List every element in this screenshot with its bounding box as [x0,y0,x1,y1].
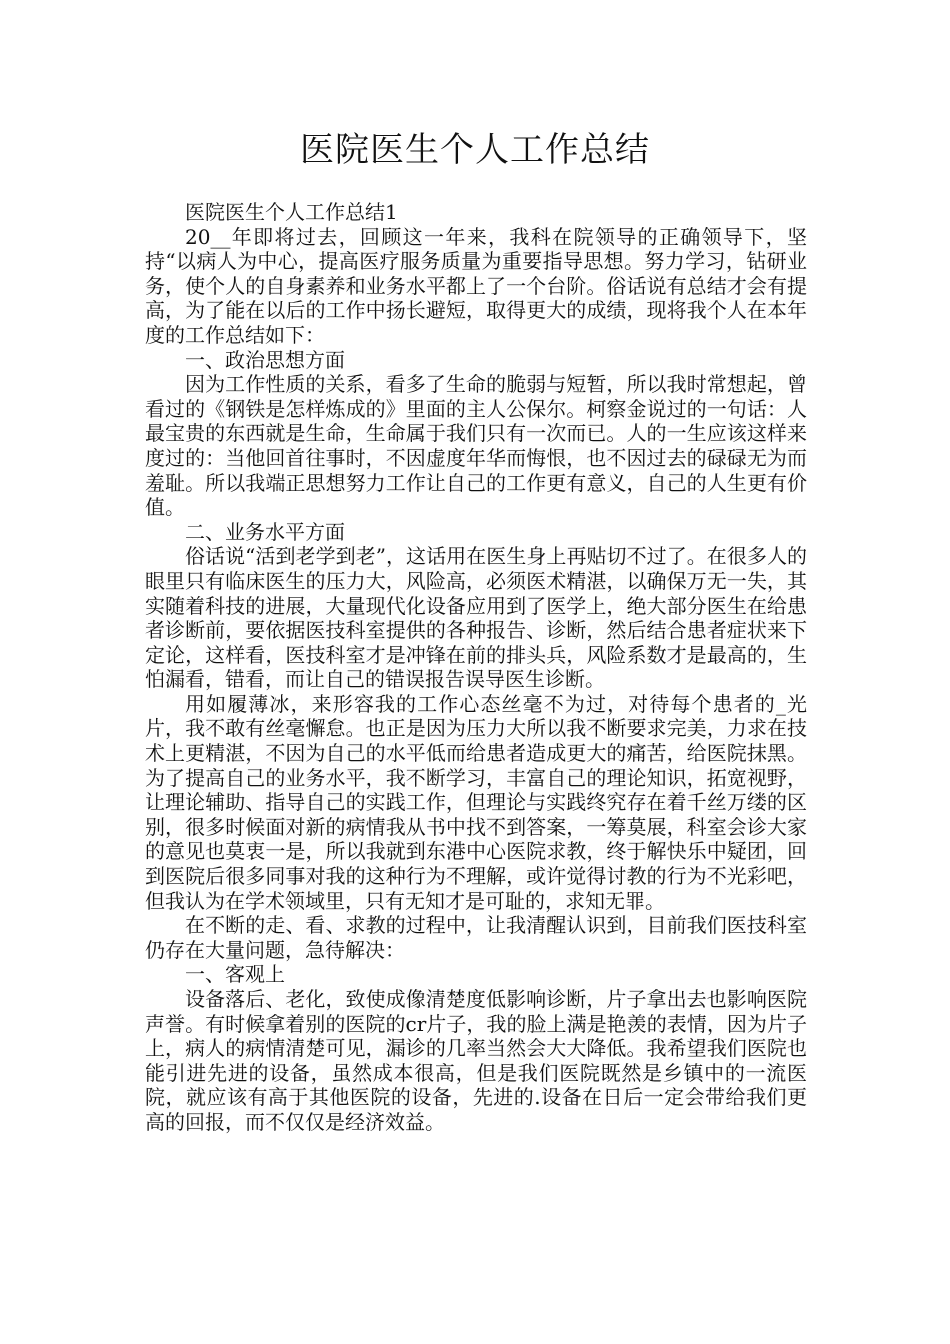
paragraph: 在不断的走、看、求教的过程中，让我清醒认识到，目前我们医技科室仍存在大量问题，急待解决： [145,913,807,962]
section-heading: 一、客观上 [185,962,285,987]
paragraph: 20__年即将过去，回顾这一年来，我科在院领导的正确领导下，坚持“以病人为中心，提高医疗服务质量为重要指导思想。努力学习，钻研业务，使个人的自身素养和业务水平都上了一个台阶。俗话说有总结才会有提高，为了能在以后的工作中扬长避短，取得更大的成绩，现将我个人在本年度的工作总结如下： [145,224,807,347]
paragraph: 因为工作性质的关系，看多了生命的脆弱与短暂，所以我时常想起，曾看过的《钢铁是怎样炼成的》里面的主人公保尔。柯察金说过的一句话：人最宝贵的东西就是生命，生命属于我们只有一次而已。人的一生应该这样来度过的：当他回首往事时，不因虚度年华而悔恨，也不因过去的碌碌无为而羞耻。所以我端正思想努力工作让自己的工作更有意义，自己的人生更有价值。 [145,372,807,520]
paragraph: 用如履薄冰，来形容我的工作心态丝毫不为过，对待每个患者的_光片，我不敢有丝毫懈怠。也正是因为压力大所以我不断要求完美，力求在技术上更精湛，不因为自己的水平低而给患者造成更大的痛苦，给医院抹黑。为了提高自己的业务水平，我不断学习，丰富自己的理论知识，拓宽视野，让理论辅助、指导自己的实践工作，但理论与实践终究存在着千丝万缕的区别，很多时候面对新的病情我从书中找不到答案，一筹莫展，科室会诊大家的意见也莫衷一是，所以我就到东港中心医院求教，终于解快乐中疑团，回到医院后很多同事对我的这种行为不理解，或许觉得讨教的行为不光彩吧，但我认为在学术领域里，只有无知才是可耻的，求知无罪。 [145,691,807,913]
document-body [145,200,807,1135]
section-heading: 医院医生个人工作总结1 [185,200,398,224]
section-heading: 二、业务水平方面 [185,519,345,544]
section-heading: 一、政治思想方面 [185,347,345,372]
paragraph: 设备落后、老化，致使成像清楚度低影响诊断，片子拿出去也影响医院声誉。有时候拿着别的医院的cr片子，我的脸上满是艳羡的表情，因为片子上，病人的病情清楚可见，漏诊的几率当然会大大降低。我希望我们医院也能引进先进的设备，虽然成本很高，但是我们医院既然是乡镇中的一流医院，就应该有高于其他医院的设备，先进的.设备在日后一定会带给我们更高的回报，而不仅仅是经济效益。 [145,987,807,1134]
paragraph: 俗话说“活到老学到老”，这话用在医生身上再贴切不过了。在很多人的眼里只有临床医生的压力大，风险高，必须医术精湛，以确保万无一失，其实随着科技的进展，大量现代化设备应用到了医学上，绝大部分医生在给患者诊断前，要依据医技科室提供的各种报告、诊断，然后结合患者症状来下定论，这样看，医技科室才是冲锋在前的排头兵，风险系数才是最高的，生怕漏看，错看，而让自己的错误报告误导医生诊断。 [145,544,807,692]
document-title: 医院医生个人工作总结 [300,130,650,170]
